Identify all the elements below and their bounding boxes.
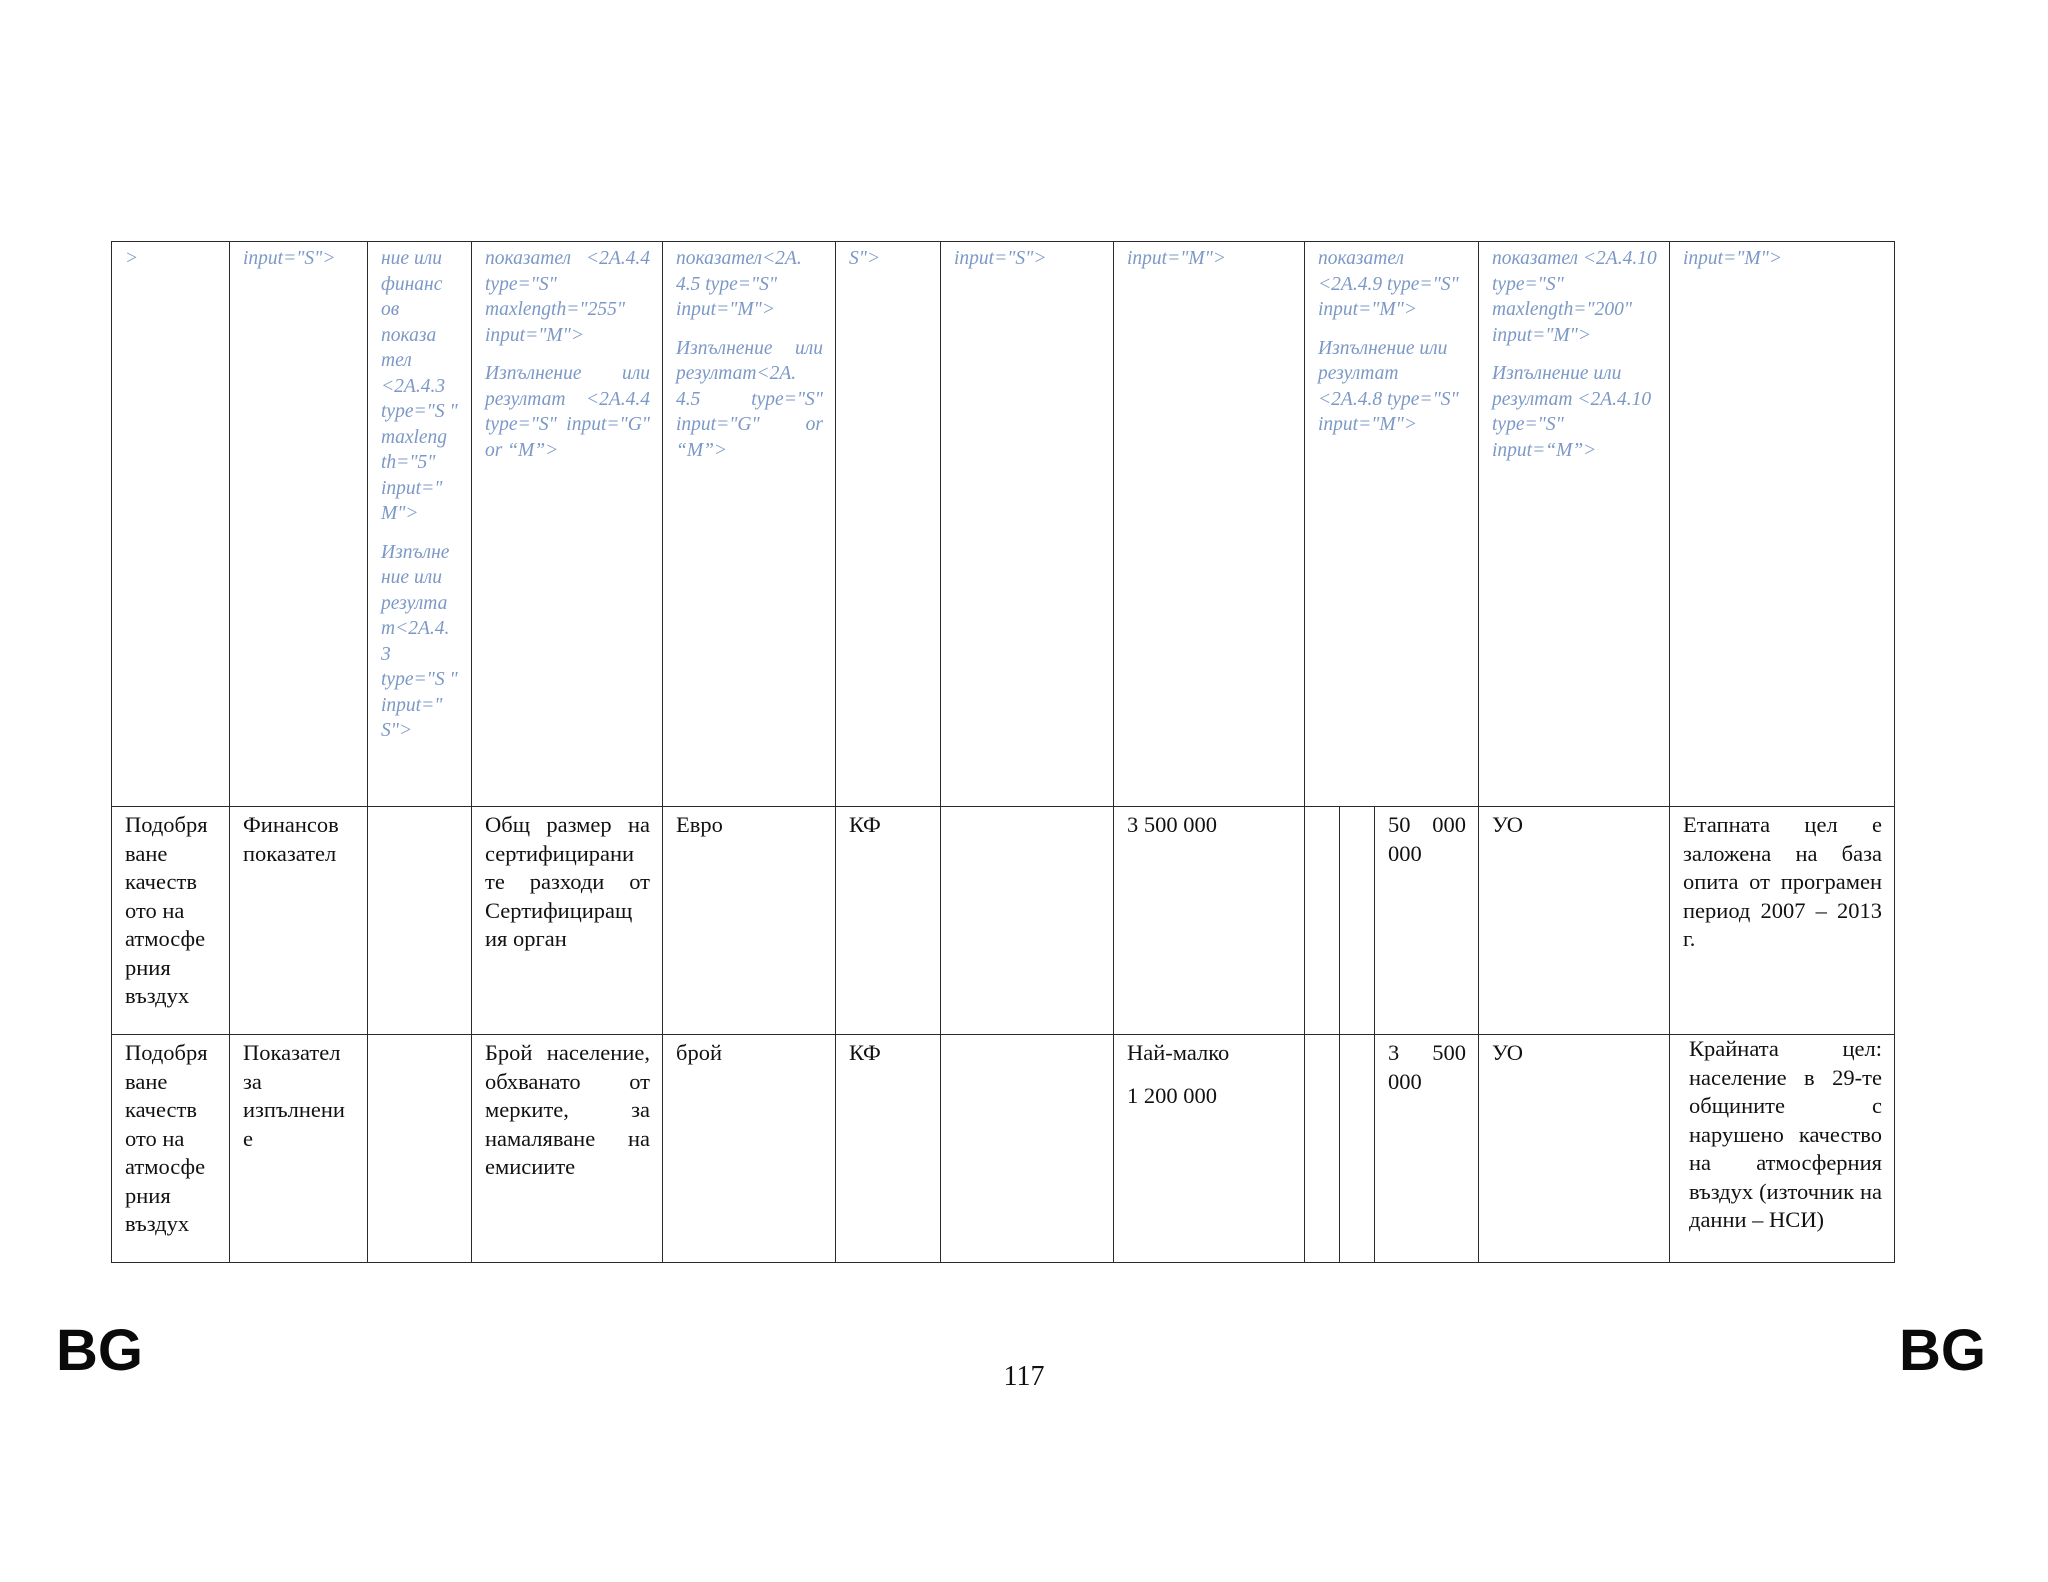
meta-cell-indicator: показател <2A.4.4 type="S" maxlength="255" input="M"> Изпълнение или резултат <2A.4.4 type="S" input="G" or “M”>: [472, 242, 663, 807]
category-cell: [941, 807, 1114, 1035]
indicator-name-cell: Брой население, обхванато от мерките, за намаляване на емисиите: [472, 1035, 663, 1263]
indicator-type-cell: Показател за изпълнени е: [230, 1035, 368, 1263]
blank-cell: [1340, 1035, 1375, 1263]
meta-cell-source: показател <2A.4.10 type="S" maxlength="200" input="M"> Изпълнение или резултат <2A.4.10 type="S" input=“M”>: [1479, 242, 1670, 807]
meta-cell-axis: >: [112, 242, 230, 807]
indicator-name-cell: Общ размер на сертифицирани те разходи от Сертифициращ ия орган: [472, 807, 663, 1035]
unit-cell: Евро: [663, 807, 836, 1035]
indicators-table: [111, 241, 1895, 1263]
note-cell: Крайната цел: население в 29-те общините с нарушено качество на атмосферния въздух (източник на данни – НСИ): [1670, 1035, 1895, 1263]
final-target-cell: 50 000 000: [1375, 807, 1479, 1035]
blank-cell: [1305, 1035, 1340, 1263]
indicator-code-cell: [368, 1035, 472, 1263]
milestone-cell: Най-малко 1 200 000: [1114, 1035, 1305, 1263]
blank-cell: [1340, 807, 1375, 1035]
meta-cell-unit: показател<2A. 4.5 type="S" input="M"> Изпълнение или резултат<2A. 4.5 type="S" input="G" or “M”>: [663, 242, 836, 807]
final-target-cell: 3 500 000: [1375, 1035, 1479, 1263]
indicator-type-cell: Финансов показател: [230, 807, 368, 1035]
milestone-cell: 3 500 000: [1114, 807, 1305, 1035]
data-source-cell: УО: [1479, 807, 1670, 1035]
meta-cell-final-target: показател <2A.4.9 type="S" input="M"> Изпълнение или резултат <2A.4.8 type="S" input="M">: [1305, 242, 1479, 807]
fund-cell: КФ: [836, 807, 941, 1035]
xml-tag-row: [112, 242, 1895, 807]
fund-cell: КФ: [836, 1035, 941, 1263]
indicator-code-cell: [368, 807, 472, 1035]
data-source-cell: УО: [1479, 1035, 1670, 1263]
unit-cell: брой: [663, 1035, 836, 1263]
table-row: [112, 807, 1895, 1035]
meta-cell-fund: S">: [836, 242, 941, 807]
meta-cell-code: ние или финанс ов показа тел <2A.4.3 type="S " maxleng th="5" input=" M"> Изпълне ние или резулта т<2A.4. 3 type="S " input=" S">: [368, 242, 472, 807]
language-mark-right: BG: [1899, 1318, 1986, 1383]
priority-axis-cell: Подобря ване качеств ото на атмосфе рния въздух: [112, 1035, 230, 1263]
meta-cell-category: input="S">: [941, 242, 1114, 807]
page-number: 117: [1003, 1361, 1045, 1392]
meta-cell-indicator-type: input="S">: [230, 242, 368, 807]
category-cell: [941, 1035, 1114, 1263]
note-cell: Етапната цел е заложена на база опита от програмен период 2007 – 2013 г.: [1670, 807, 1895, 1035]
blank-cell: [1305, 807, 1340, 1035]
priority-axis-cell: Подобря ване качеств ото на атмосфе рния въздух: [112, 807, 230, 1035]
meta-cell-milestone: input="M">: [1114, 242, 1305, 807]
table-row: [112, 1035, 1895, 1263]
language-mark-left: BG: [56, 1318, 143, 1383]
meta-cell-note: input="M">: [1670, 242, 1895, 807]
